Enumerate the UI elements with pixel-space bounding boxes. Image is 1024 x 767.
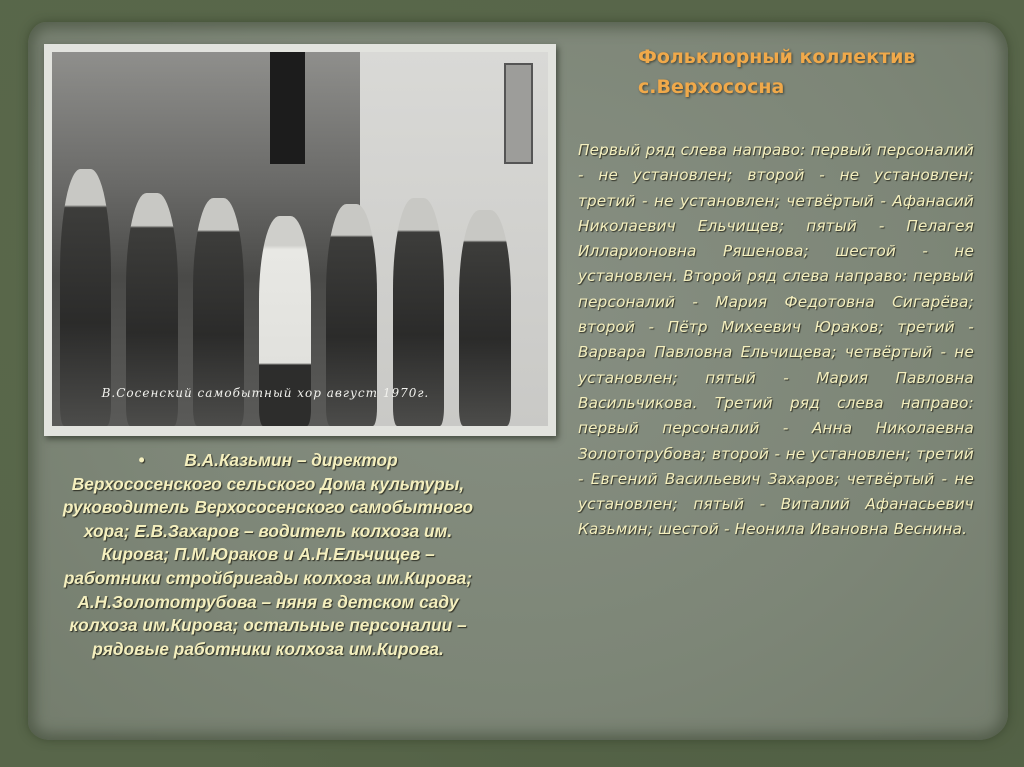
bullet-icon: • xyxy=(138,450,145,470)
group-photo xyxy=(44,44,556,436)
roles-description xyxy=(62,449,474,661)
title-line-1: Фольклорный коллектив xyxy=(638,46,916,68)
photo-caption: В.Сосенский самобытный хор август 1970г. xyxy=(101,385,430,400)
photo-figure xyxy=(459,210,510,426)
persons-description: Первый ряд слева направо: первый персоналий - не установлен; второй - не установлен; третий - не установлен; четвёртый - Афанасий Николаевич Ельчищев; пятый - Пелагея Илларионовна Ряшенова; шестой - не установлен. Второй ряд слева направо: первый персоналий - Мария Федотовна Сигарёва; второй - Пётр Михеевич Юраков; третий - Варвара Павловна Ельчищева; четвёртый - не установлен; пятый - Мария Павловна Васильчикова. Третий ряд слева направо: первый персоналий - Анна Николаевна Золототрубова; второй - не установлен; третий - Евгений Васильевич Захаров; четвёртый - не установлен; пятый - Виталий Афанасьевич Казьмин; шестой - Неонила Ивановна Веснина. xyxy=(578,141,974,539)
photo-image xyxy=(52,52,548,426)
photo-figures xyxy=(52,134,518,426)
title-line-2: с.Верхососна xyxy=(638,76,785,98)
slide-title xyxy=(638,42,915,102)
roles-text: В.А.Казьмин – директор Верхососенского сельского Дома культуры, руководитель Верхососенского самобытного хора; Е.В.Захаров – водитель колхоза им. Кирова; П.М.Юраков и А.Н.Ельчищев – работники стройбригады колхоза им.Кирова; А.Н.Золототрубова – няня в детском саду колхоза им.Кирова; остальные персоналии – рядовые работники колхоза им.Кирова. xyxy=(62,450,474,659)
